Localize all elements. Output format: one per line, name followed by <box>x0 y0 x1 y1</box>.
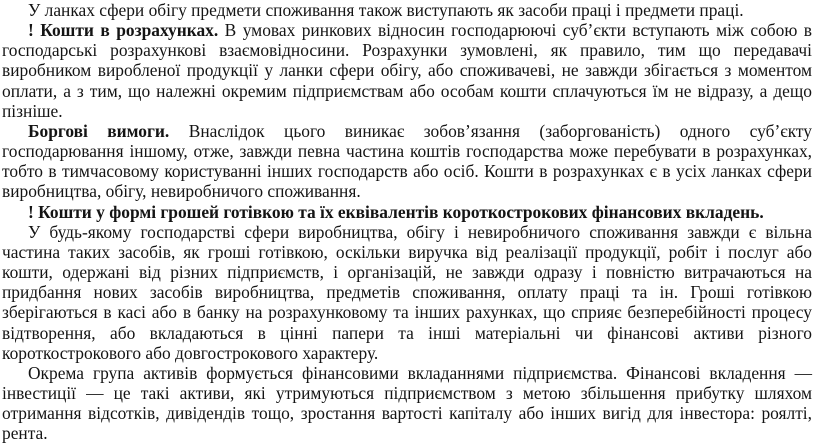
paragraph-heading: ! Кошти в розрахунках. <box>28 20 219 41</box>
paragraph-intro <box>2 0 812 20</box>
paragraph-debt-claims <box>2 121 812 202</box>
paragraph-text: Окрема група активів формується фінансовими вкладаннями підприємства. Фінансові вкладення — інвестиції — це такі активи, які утримуються підприємством з метою збільшення прибутку шляхом отримання відсотків, дивідендів тощо, зростання вартості капіталу або інших вигід для інвестора: роялті, рента. <box>2 362 812 444</box>
paragraph-heading: ! Кошти у формі грошей готівкою та їх еквівалентів короткострокових фінансових вкладень. <box>28 201 764 222</box>
paragraph-cash-body <box>2 222 812 363</box>
paragraph-text: У ланках сфери обігу предмети споживання також виступають як засоби праці і предмети праці. <box>28 0 744 20</box>
paragraph-heading: Боргові вимоги. <box>28 120 170 141</box>
paragraph-settlements <box>2 20 812 121</box>
paragraph-financial-investments <box>2 363 812 444</box>
paragraph-text: У будь-якому господарстві сфери виробництва, обігу і невиробничого споживання завжди є вільна частина таких засобів, як гроші готівкою, оскільки виручка від реалізації продукції, робіт і послуг або кошти, одержані від різних підприємств, і організацій, не завжди одразу і повністю витрачаються на придбання нових засобів виробництва, предметів споживання, оплату праці та ін. Гроші готівкою зберігаються в касі або в банку на розрахунковому та інших рахунках, що сприяє безперебійності процесу відтворення, або вкладаються в цінні папери та інші матеріальні чи фінансові активи різного короткострокового або довгострокового характеру. <box>2 221 812 363</box>
paragraph-cash-heading <box>2 202 812 222</box>
paragraph-text: В умовах ринкових відносин господарюючі суб’єкти вступають між собою в господарські розрахункові взаємовідносини. Розрахунки зумовлені, як правило, тим що передавачі виробником виробленої продукції у ланки сфери обігу, або споживачеві, не завжди збігається з моментом оплати, а з тим, що належні окремим підприємствам або особам кошти сплачуються їм не відразу, а дещо пізніше. <box>2 20 812 121</box>
paragraph-text: Внаслідок цього виникає зобов’язання (заборгованість) одного суб’єкту господарювання іншому, отже, завжди певна частина коштів господарства може перебувати в розрахунках, тобто в тимчасовому користуванні інших господарств або осіб. Кошти в розрахунках є в усіх ланках сфери виробництва, обігу, невиробничого споживання. <box>2 120 812 202</box>
